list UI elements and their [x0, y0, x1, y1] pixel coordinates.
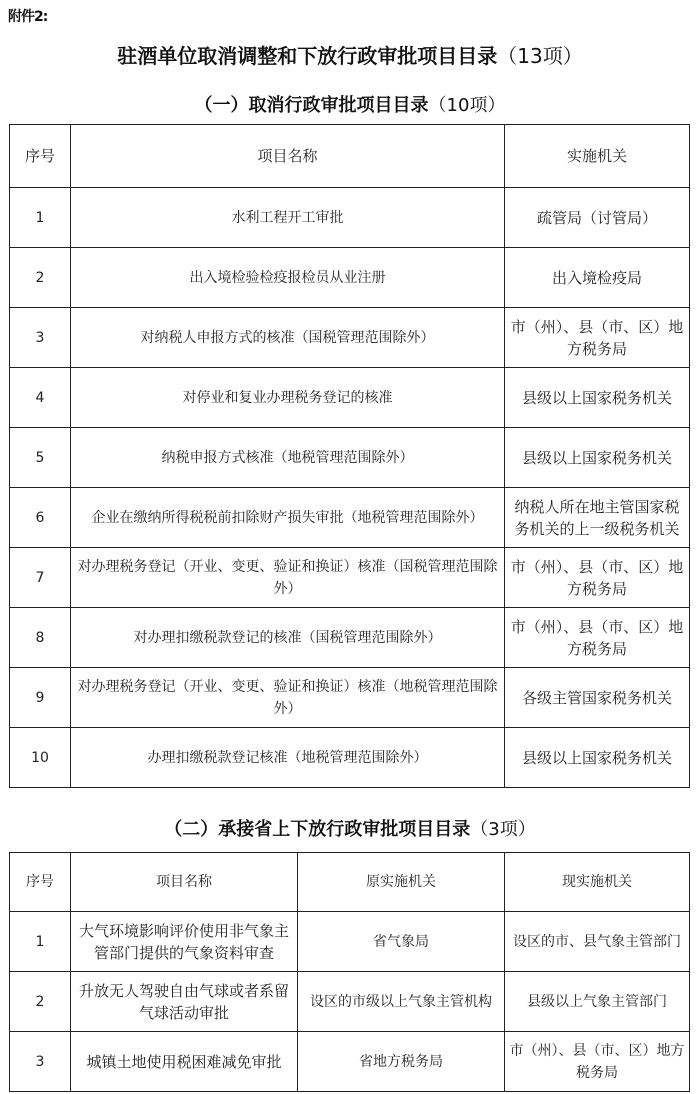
document-title-count: （13项） [497, 44, 583, 68]
row-item-name: 对纳税人申报方式的核准（国税管理范围除外） [71, 308, 505, 368]
row-item-name: 对办理税务登记（开业、变更、验证和换证）核准（地税管理范围除外） [71, 668, 505, 728]
table-row [10, 548, 690, 608]
row-agency: 出入境检疫局 [505, 248, 690, 308]
row-seq: 3 [10, 308, 71, 368]
row-seq: 10 [10, 728, 71, 788]
cancelled-items-table [9, 124, 690, 788]
table-header-row [10, 125, 690, 188]
section1-title-text: （一）取消行政审批项目目录 [194, 95, 429, 116]
row-seq: 8 [10, 608, 71, 668]
section2-title-text: （二）承接省上下放行政审批项目目录 [164, 819, 471, 840]
table-row [10, 368, 690, 428]
row-seq: 2 [10, 248, 71, 308]
row-item-name: 企业在缴纳所得税税前扣除财产损失审批（地税管理范围除外） [71, 488, 505, 548]
row-item-name: 大气环境影响评价使用非气象主管部门提供的气象资料审查 [71, 912, 298, 972]
header-orig-agency: 原实施机关 [298, 853, 505, 912]
row-agency: 疏管局（讨管局） [505, 188, 690, 248]
table-row [10, 488, 690, 548]
row-agency: 县级以上国家税务机关 [505, 368, 690, 428]
table-row [10, 308, 690, 368]
row-item-name: 纳税申报方式核准（地税管理范围除外） [71, 428, 505, 488]
row-cur-agency: 市（州）、县（市、区）地方税务局 [505, 1032, 690, 1092]
table-row [10, 1032, 690, 1092]
row-cur-agency: 县级以上气象主管部门 [505, 972, 690, 1032]
row-orig-agency: 省地方税务局 [298, 1032, 505, 1092]
row-item-name: 办理扣缴税款登记核准（地税管理范围除外） [71, 728, 505, 788]
row-seq: 5 [10, 428, 71, 488]
row-seq: 3 [10, 1032, 71, 1092]
row-agency: 各级主管国家税务机关 [505, 668, 690, 728]
document-title [0, 40, 700, 69]
section2-title-count: （3项） [470, 819, 536, 840]
table-row [10, 972, 690, 1032]
table-header-row [10, 853, 690, 912]
row-seq: 7 [10, 548, 71, 608]
row-seq: 4 [10, 368, 71, 428]
table-row [10, 608, 690, 668]
row-item-name: 水利工程开工审批 [71, 188, 505, 248]
row-cur-agency: 设区的市、县气象主管部门 [505, 912, 690, 972]
section1-title [0, 91, 700, 117]
section1-title-count: （10项） [428, 95, 506, 116]
table-row [10, 248, 690, 308]
table-row [10, 428, 690, 488]
row-item-name: 对办理税务登记（开业、变更、验证和换证）核准（国税管理范围除外） [71, 548, 505, 608]
row-orig-agency: 设区的市级以上气象主管机构 [298, 972, 505, 1032]
row-agency: 市（州）、县（市、区）地方税务局 [505, 308, 690, 368]
row-seq: 1 [10, 188, 71, 248]
row-item-name: 升放无人驾驶自由气球或者系留气球活动审批 [71, 972, 298, 1032]
row-seq: 9 [10, 668, 71, 728]
row-agency: 县级以上国家税务机关 [505, 428, 690, 488]
header-seq: 序号 [10, 125, 71, 188]
table-row [10, 912, 690, 972]
row-seq: 1 [10, 912, 71, 972]
header-seq: 序号 [10, 853, 71, 912]
table-row [10, 668, 690, 728]
row-item-name: 对办理扣缴税款登记的核准（国税管理范围除外） [71, 608, 505, 668]
row-agency: 市（州）、县（市、区）地方税务局 [505, 548, 690, 608]
row-seq: 2 [10, 972, 71, 1032]
table-row [10, 188, 690, 248]
row-seq: 6 [10, 488, 71, 548]
header-cur-agency: 现实施机关 [505, 853, 690, 912]
delegated-items-table [9, 852, 690, 1092]
row-orig-agency: 省气象局 [298, 912, 505, 972]
header-name: 项目名称 [71, 125, 505, 188]
row-item-name: 出入境检验检疫报检员从业注册 [71, 248, 505, 308]
row-agency: 纳税人所在地主管国家税务机关的上一级税务机关 [505, 488, 690, 548]
row-agency: 县级以上国家税务机关 [505, 728, 690, 788]
document-title-text: 驻酒单位取消调整和下放行政审批项目目录 [117, 44, 498, 68]
row-item-name: 城镇土地使用税困难减免审批 [71, 1032, 298, 1092]
header-agency: 实施机关 [505, 125, 690, 188]
row-agency: 市（州）、县（市、区）地方税务局 [505, 608, 690, 668]
attachment-label: 附件2: [8, 9, 48, 25]
header-name: 项目名称 [71, 853, 298, 912]
row-item-name: 对停业和复业办理税务登记的核准 [71, 368, 505, 428]
table-row [10, 728, 690, 788]
section2-title [0, 815, 700, 841]
